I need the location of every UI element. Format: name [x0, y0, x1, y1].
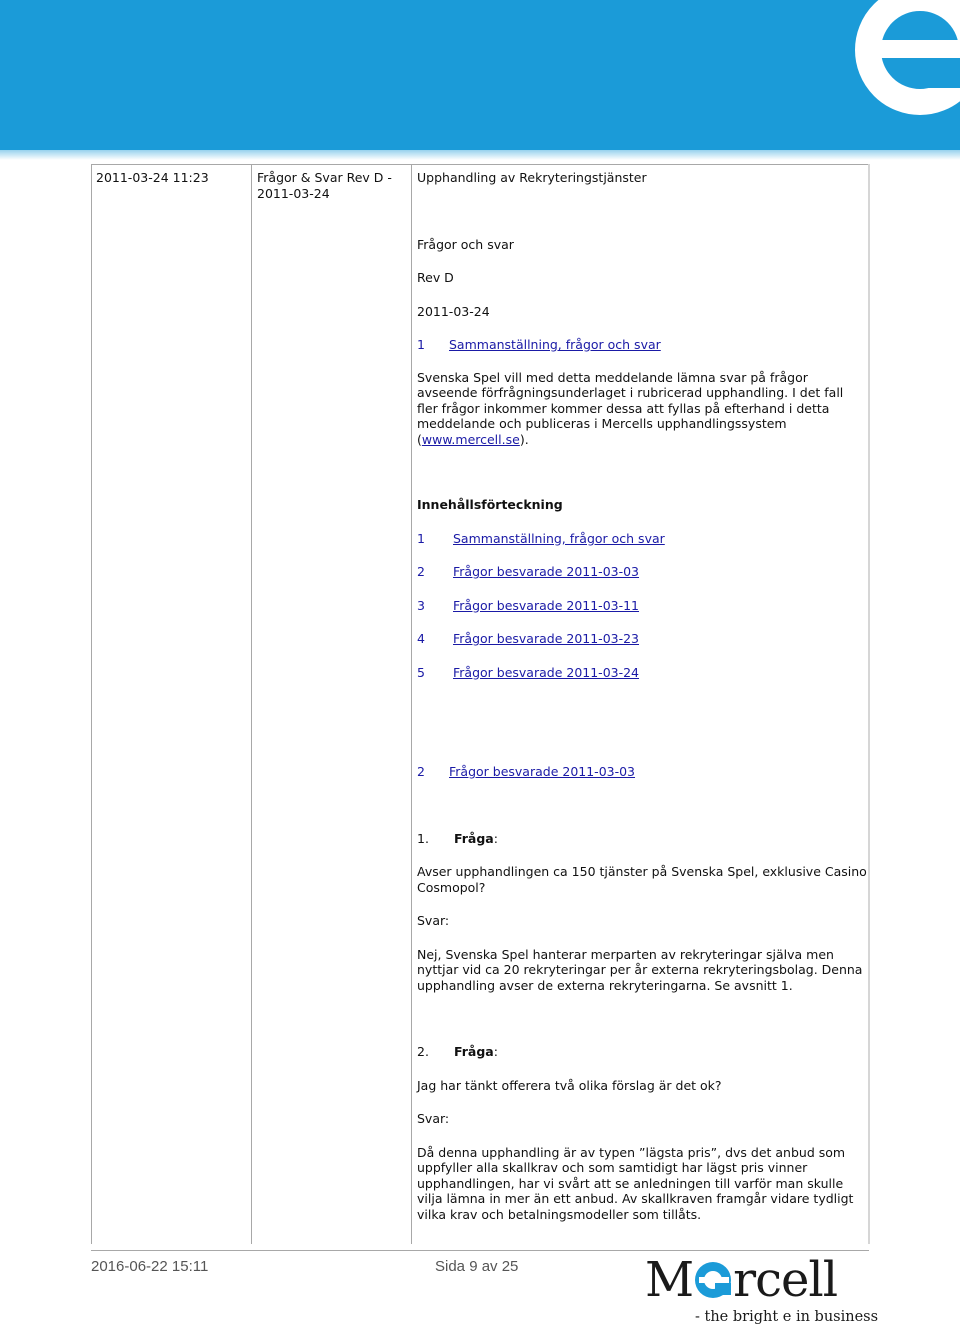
toc-item[interactable]: 2 Frågor besvarade 2011-03-03 [417, 564, 640, 579]
toc-item[interactable]: 1 Sammanställning, frågor och svar [417, 530, 665, 546]
question-block [417, 1044, 867, 1222]
question-heading: 2. Fråga: [417, 1044, 498, 1059]
footer-divider [91, 1250, 869, 1251]
answer-label: Svar: [417, 1111, 450, 1126]
answer-text: Då denna upphandling är av typen ”lägsta pris”, dvs det anbud som uppfyller alla skallkrav och som samtidigt har lägst pris vinner upphandlingen, har vi svårt att se anledningen till varför man skulle vilja lämna in mer än ett anbud. Av skallkraven framgår vidare tydligt vilka krav och betalningsmodeller som tillåts. [417, 1144, 854, 1222]
section-1-link[interactable] [417, 337, 867, 353]
revision: Rev D [417, 270, 454, 285]
question-text: Avser upphandlingen ca 150 tjänster på Svenska Spel, exklusive Casino Cosmopol? [417, 864, 867, 895]
header-band [0, 0, 960, 150]
page-title: Upphandling av Rekryteringstjänster [417, 170, 647, 185]
brand-tagline: - the bright e in business [695, 1309, 879, 1325]
meta-doc-title [257, 170, 407, 201]
toc-item[interactable]: 3 Frågor besvarade 2011-03-11 [417, 597, 640, 613]
toc-list [417, 531, 867, 681]
table-shadow [868, 164, 870, 1244]
question-text: Jag har tänkt offerera två olika förslag är det ok? [417, 1077, 722, 1093]
footer-page-number: Sida 9 av 25 [435, 1258, 519, 1275]
doc-title-line2: 2011-03-24 [257, 185, 330, 201]
section-2-link[interactable]: 2 Frågor besvarade 2011-03-03 [417, 764, 636, 779]
doc-title-line1: Frågor & Svar Rev D - [257, 170, 392, 185]
answer-text: Nej, Svenska Spel hanterar merparten av rekryteringar själva men nyttjar vid ca 20 rekryteringar per år externa rekryteringsbolag. Denna upphandling avser de externa rekryteringarna. Se avsnitt 1. [417, 946, 863, 993]
doc-date: 2011-03-24 [417, 303, 490, 319]
footer-timestamp: 2016-06-22 15:11 [91, 1258, 209, 1275]
question-heading: 1. Fråga: [417, 830, 498, 846]
intro-paragraph: Svenska Spel vill med detta meddelande lämna svar på frågor avseende förfrågningsunderlaget i rubricerad upphandling. I det fall fler frågor inkommer kommer dessa att fyllas på efterhand i detta meddelande och publiceras i Mercells upphandlingssystem (www.mercell.se). [417, 369, 844, 447]
column-divider [411, 164, 412, 1244]
answer-label: Svar: [417, 913, 450, 928]
column-divider [251, 164, 252, 1244]
toc-item[interactable]: 4 Frågor besvarade 2011-03-23 [417, 631, 640, 646]
brand-wordmark: M rcell [645, 1252, 838, 1308]
question-block [417, 831, 867, 994]
mercell-brand-logo [645, 1252, 879, 1327]
section-1-link-text[interactable]: 1 Sammanställning, frågor och svar [417, 337, 661, 352]
brand-e-icon [693, 1260, 733, 1300]
subtitle: Frågor och svar [417, 236, 514, 252]
mercell-e-logo-icon [820, 0, 960, 120]
main-content [417, 170, 867, 1222]
header-band-fade [0, 138, 960, 160]
toc-heading: Innehållsförteckning [417, 497, 563, 512]
mercell-link[interactable]: www.mercell.se [421, 431, 520, 447]
toc-item[interactable]: 5 Frågor besvarade 2011-03-24 [417, 664, 640, 680]
meta-datetime: 2011-03-24 11:23 [96, 170, 209, 185]
